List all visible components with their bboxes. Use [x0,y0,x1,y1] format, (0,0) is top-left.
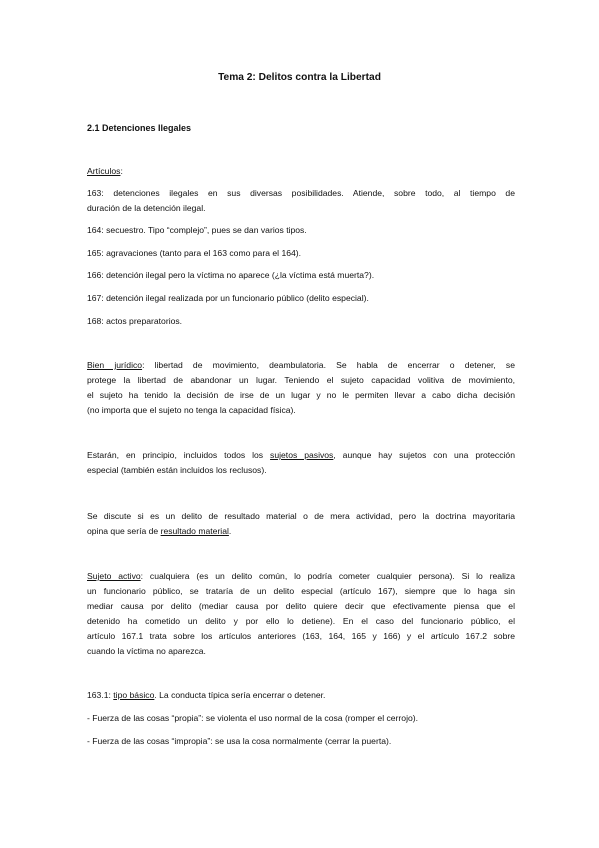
bien-juridico-line-4: (no importa que el sujeto no tenga la capacidad física). [87,405,296,415]
sujeto-activo-line-4: detenido ha cometido un delito y por ello lo detiene). En el caso del funcionario público, el [87,616,515,626]
articulos-label: Artículos [87,166,121,176]
sujeto-activo-text: : cualquiera (es un delito común, lo podría cometer cualquier persona). Si lo realiza [140,571,515,581]
art167-line: 167: detención ilegal realizada por un funcionario público (delito especial). [87,293,369,303]
bien-juridico-line-1 [87,359,515,371]
art165-line: 165: agravaciones (tanto para el 163 como para el 164). [87,248,302,258]
sujetos-pasivos-line-2: especial (también están incluidos los reclusos). [87,465,267,475]
resultado-post: . [228,526,232,536]
art164-line: 164: secuestro. Tipo “complejo”, pues se dan varios tipos. [87,225,307,235]
art163-line-2: duración de la detención ilegal. [87,203,206,213]
sujetos-pasivos-post: , aunque hay sujetos con una protección [333,450,515,460]
tipo-basico-post: . La conducta típica sería encerrar o detener. [154,690,326,700]
fuerza-propia-line: - Fuerza de las cosas “propia”: se violenta el uso normal de la cosa (romper el cerrojo). [87,713,419,723]
sujeto-activo-line-6: cuando la víctima no aparezca. [87,646,206,656]
resultado-pre: opina que sería de [87,526,161,536]
section-heading: 2.1 Detenciones Ilegales [87,123,192,133]
sujeto-activo-line-1 [87,570,515,582]
sujeto-activo-line-2: un funcionario público, se trataría de un delito especial (artículo 167), siempre que lo haga sin [87,586,515,596]
art168-line: 168: actos preparatorios. [87,316,183,326]
sujetos-pasivos-pre: Estarán, en principio, incluidos todos los [87,450,271,460]
sujeto-activo-line-3: mediar causa por delito (mediar causa por delito quiere decir que efectivamente piensa que el [87,601,515,611]
bien-juridico-label: Bien jurídico [87,360,143,370]
bien-juridico-text: : libertad de movimiento, deambulatoria. Se habla de encerrar o detener, se [142,360,515,370]
art166-line: 166: detención ilegal pero la víctima no aparece (¿la víctima está muerta?). [87,270,375,280]
tipo-basico-label: tipo básico [113,690,155,700]
art163-line-1: 163: detenciones ilegales en sus diversas posibilidades. Atiende, sobre todo, al tiempo de [87,188,515,198]
tipo-basico-pre: 163.1: [87,690,114,700]
resultado-material-label: resultado material [160,526,229,536]
resultado-line-1: Se discute si es un delito de resultado material o de mera actividad, pero la doctrina mayoritaria [87,511,515,521]
sujetos-pasivos-line-1 [87,449,515,461]
articulos-colon: : [120,166,123,176]
fuerza-impropia-line: - Fuerza de las cosas “impropia”: se usa la cosa normalmente (cerrar la puerta). [87,736,392,746]
sujeto-activo-label: Sujeto activo [87,571,141,581]
tipo-basico-line [87,689,515,701]
resultado-line-2 [87,525,515,537]
sujeto-activo-line-5: artículo 167.1 trata sobre los artículos anteriores (163, 164, 165 y 166) y el artículo 167.2 sobre [87,631,515,641]
bien-juridico-line-2: protege la libertad de abandonar un lugar. Teniendo el sujeto capacidad volitiva de movimiento, [87,375,515,385]
articulos-heading [87,165,515,177]
bien-juridico-line-3: el sujeto ha tenido la decisión de irse de un lugar y no le permiten llevar a cabo dicha decisión [87,390,515,400]
document-title: Tema 2: Delitos contra la Libertad [218,72,381,83]
sujetos-pasivos-label: sujetos pasivos [270,450,334,460]
